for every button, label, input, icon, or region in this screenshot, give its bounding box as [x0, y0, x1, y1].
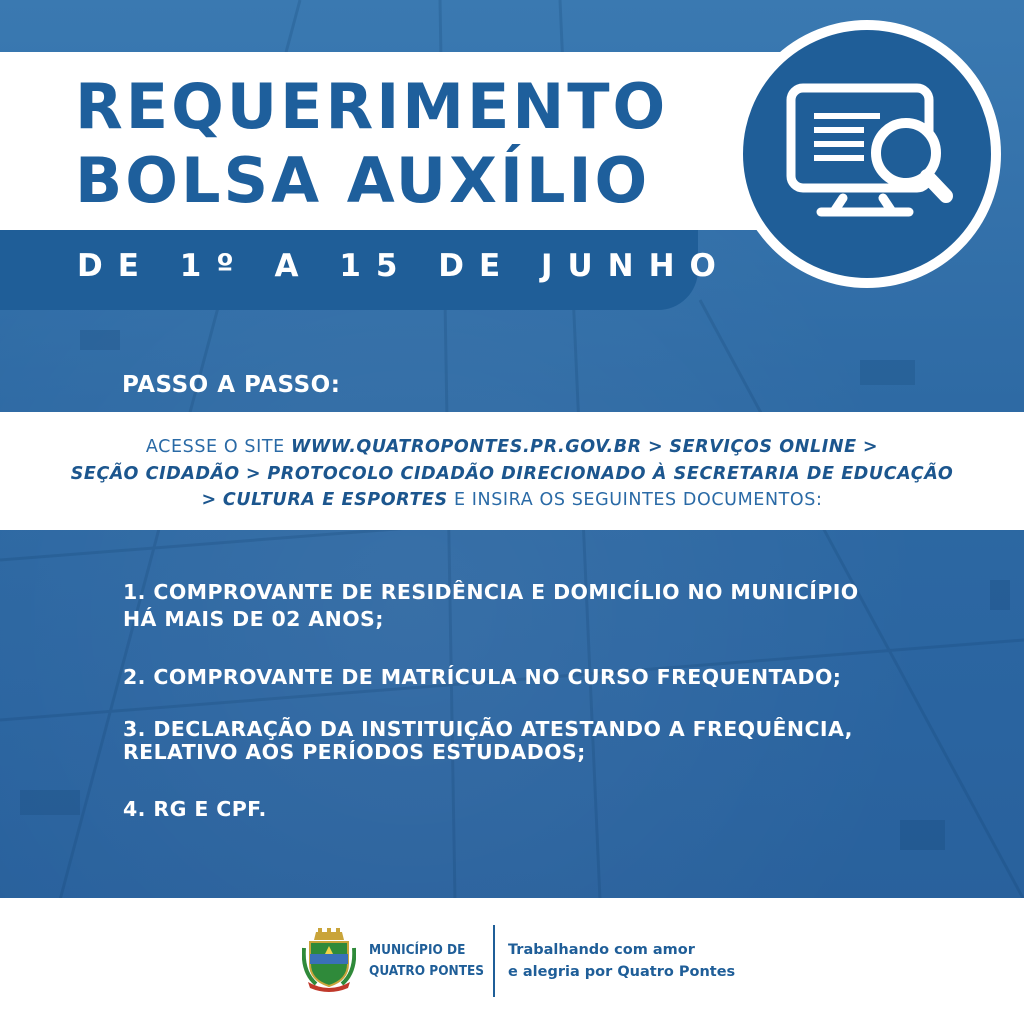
instructions-text	[60, 434, 964, 514]
path-step-4: CULTURA E ESPORTES	[222, 490, 448, 510]
path-separator: >	[862, 437, 879, 457]
icon-badge	[733, 20, 1001, 288]
instructions-lead: ACESSE O SITE	[145, 437, 285, 457]
document-item-1-line-1: 1. COMPROVANTE DE RESIDÊNCIA E DOMICÍLIO NO MUNICÍPIO	[123, 580, 859, 604]
site-link[interactable]: WWW.QUATROPONTES.PR.GOV.BR	[291, 437, 642, 457]
steps-heading: PASSO A PASSO:	[122, 372, 341, 398]
slogan	[508, 939, 735, 983]
municipality-line-2: QUATRO PONTES	[369, 963, 485, 979]
municipality-name	[369, 940, 484, 982]
page-title-line-1: REQUERIMENTO	[75, 70, 669, 143]
slogan-line-1: Trabalhando com amor	[508, 942, 695, 958]
path-separator: >	[647, 437, 664, 457]
path-step-1: SERVIÇOS ONLINE	[669, 437, 857, 457]
path-separator: >	[245, 463, 262, 484]
coat-of-arms-icon	[302, 928, 356, 992]
municipality-line-1: MUNICÍPIO DE	[369, 942, 466, 958]
path-step-2: SEÇÃO CIDADÃO	[70, 463, 240, 484]
slogan-line-2: e alegria por Quatro Pontes	[508, 964, 736, 980]
document-item-3-line-1: 3. DECLARAÇÃO DA INSTITUIÇÃO ATESTANDO A FREQUÊNCIA,	[123, 717, 853, 741]
footer-divider	[493, 925, 495, 997]
monitor-search-icon	[743, 30, 991, 278]
document-item-3-line-2: RELATIVO AOS PERÍODOS ESTUDADOS;	[123, 740, 586, 764]
path-separator: >	[201, 490, 217, 510]
date-range: DE 1º A 15 DE JUNHO	[77, 248, 731, 284]
instructions-tail: E INSIRA OS SEGUINTES DOCUMENTOS:	[453, 490, 823, 510]
document-item-2: 2. COMPROVANTE DE MATRÍCULA NO CURSO FREQUENTADO;	[123, 665, 842, 689]
document-item-4: 4. RG E CPF.	[123, 797, 267, 821]
path-step-3: PROTOCOLO CIDADÃO DIRECIONADO À SECRETARIA DE EDUCAÇÃO	[267, 463, 954, 484]
page-title-line-2: BOLSA AUXÍLIO	[75, 144, 651, 217]
document-item-1-line-2: HÁ MAIS DE 02 ANOS;	[123, 607, 384, 631]
